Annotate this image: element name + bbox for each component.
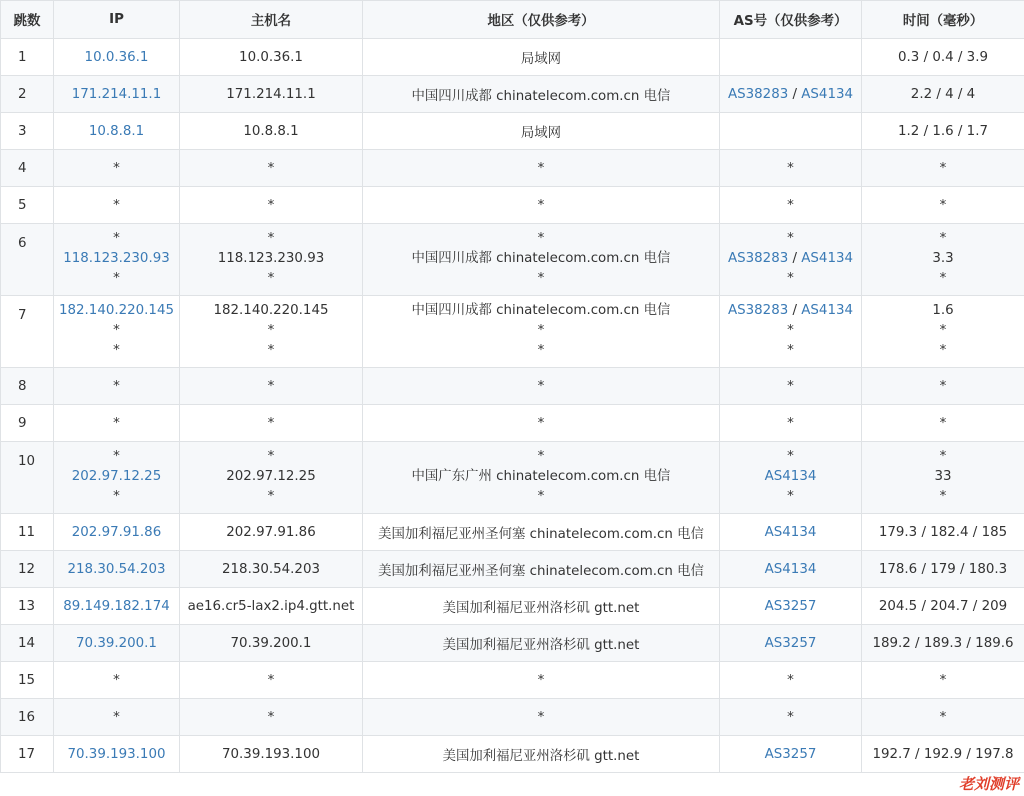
watermark-text bbox=[876, 770, 1022, 794]
as-cell bbox=[720, 625, 862, 662]
ip-value[interactable]: 118.123.230.93 bbox=[63, 251, 170, 266]
time-value: 1.6 bbox=[932, 303, 954, 318]
as-link[interactable]: AS3257 bbox=[764, 746, 817, 762]
region-cell bbox=[363, 405, 720, 442]
region-cell bbox=[363, 442, 720, 514]
as-cell bbox=[720, 442, 862, 514]
region-value: 中国广东广州 chinatelecom.com.cn 电信 bbox=[411, 469, 671, 484]
as-line: * bbox=[787, 489, 794, 504]
as-line: * bbox=[787, 231, 794, 246]
table-row bbox=[1, 736, 1024, 773]
header-row bbox=[1, 1, 1024, 39]
as-link[interactable]: AS4134 bbox=[801, 251, 854, 266]
as-line bbox=[722, 301, 859, 321]
time-value: 192.7 / 192.9 / 197.8 bbox=[872, 746, 1014, 762]
region-value: * bbox=[537, 449, 545, 464]
region-cell bbox=[363, 662, 720, 699]
table-row bbox=[1, 625, 1024, 662]
hop-cell: 8 bbox=[1, 368, 54, 405]
as-line: * bbox=[787, 323, 794, 338]
hostname-cell bbox=[180, 224, 363, 296]
hostname-value: * bbox=[267, 271, 275, 286]
time-cell bbox=[862, 296, 1024, 368]
ip-value[interactable]: 70.39.193.100 bbox=[67, 746, 166, 762]
hop-cell: 9 bbox=[1, 405, 54, 442]
time-cell bbox=[862, 405, 1024, 442]
time-cell bbox=[862, 588, 1024, 625]
hostname-cell bbox=[180, 625, 363, 662]
region-cell bbox=[363, 588, 720, 625]
region-cell bbox=[363, 736, 720, 773]
region-value: * bbox=[537, 672, 545, 688]
as-cell bbox=[720, 368, 862, 405]
time-value: 179.3 / 182.4 / 185 bbox=[878, 524, 1008, 540]
header-hostname: 主机名 bbox=[180, 1, 363, 39]
hostname-cell bbox=[180, 39, 363, 76]
time-value: 189.2 / 189.3 / 189.6 bbox=[872, 635, 1014, 651]
hostname-cell bbox=[180, 588, 363, 625]
hostname-cell bbox=[180, 442, 363, 514]
as-line bbox=[722, 747, 859, 762]
as-line: * bbox=[787, 197, 794, 213]
table-header bbox=[1, 1, 1024, 39]
time-value: * bbox=[939, 197, 947, 213]
hostname-cell bbox=[180, 662, 363, 699]
table-row bbox=[1, 405, 1024, 442]
ip-value: * bbox=[113, 672, 120, 688]
time-value: 0.3 / 0.4 / 3.9 bbox=[898, 49, 988, 65]
region-cell bbox=[363, 150, 720, 187]
time-cell bbox=[862, 76, 1024, 113]
time-cell bbox=[862, 662, 1024, 699]
as-cell bbox=[720, 224, 862, 296]
region-value: 局域网 bbox=[520, 51, 562, 67]
hop-cell: 16 bbox=[1, 699, 54, 736]
ip-cell bbox=[54, 113, 180, 150]
ip-cell bbox=[54, 442, 180, 514]
hostname-value: * bbox=[267, 160, 275, 176]
table-row bbox=[1, 368, 1024, 405]
region-value: * bbox=[537, 197, 545, 213]
hostname-value: * bbox=[267, 378, 275, 394]
as-link[interactable]: AS3257 bbox=[764, 635, 817, 651]
time-cell bbox=[862, 551, 1024, 588]
hostname-cell bbox=[180, 514, 363, 551]
header-ip: IP bbox=[54, 1, 180, 39]
as-line: * bbox=[787, 709, 794, 725]
ip-cell bbox=[54, 368, 180, 405]
as-cell bbox=[720, 296, 862, 368]
hostname-cell bbox=[180, 551, 363, 588]
ip-cell bbox=[54, 625, 180, 662]
ip-value[interactable]: 182.140.220.145 bbox=[58, 303, 174, 318]
hop-cell: 2 bbox=[1, 76, 54, 113]
ip-value[interactable]: 202.97.91.86 bbox=[71, 524, 162, 540]
as-line bbox=[722, 636, 859, 651]
hostname-value: 171.214.11.1 bbox=[226, 86, 316, 102]
time-value: * bbox=[939, 449, 947, 464]
time-cell bbox=[862, 113, 1024, 150]
hop-cell: 13 bbox=[1, 588, 54, 625]
as-cell bbox=[720, 150, 862, 187]
region-value: 美国加利福尼亚州圣何塞 chinatelecom.com.cn 电信 bbox=[378, 563, 704, 579]
as-cell bbox=[720, 187, 862, 224]
as-line: * bbox=[787, 271, 794, 286]
time-value: * bbox=[939, 672, 947, 688]
hostname-value: * bbox=[267, 323, 275, 338]
ip-cell bbox=[54, 551, 180, 588]
hostname-value: 10.0.36.1 bbox=[239, 49, 303, 65]
as-line bbox=[722, 562, 859, 577]
as-line: * bbox=[787, 343, 794, 358]
as-link[interactable]: AS4134 bbox=[764, 524, 817, 540]
hop-cell: 6 bbox=[1, 224, 54, 296]
time-value: * bbox=[939, 415, 947, 431]
as-cell bbox=[720, 699, 862, 736]
ip-value[interactable]: 10.0.36.1 bbox=[84, 49, 149, 65]
as-link[interactable]: AS38283 bbox=[727, 251, 789, 266]
ip-value: * bbox=[113, 709, 120, 725]
time-cell bbox=[862, 736, 1024, 773]
time-value: 2.2 / 4 / 4 bbox=[910, 86, 976, 102]
table-row bbox=[1, 662, 1024, 699]
as-link[interactable]: AS3257 bbox=[764, 598, 817, 614]
hop-cell: 7 bbox=[1, 296, 54, 368]
as-line bbox=[722, 525, 859, 540]
hostname-value: 182.140.220.145 bbox=[213, 303, 329, 318]
hostname-value: * bbox=[267, 415, 275, 431]
ip-value[interactable]: 10.8.8.1 bbox=[88, 123, 145, 139]
as-cell bbox=[720, 588, 862, 625]
hostname-value: 118.123.230.93 bbox=[217, 251, 325, 266]
region-value: 中国四川成都 chinatelecom.com.cn 电信 bbox=[411, 88, 671, 104]
table-body bbox=[1, 39, 1024, 773]
watermark-logo bbox=[876, 770, 1022, 794]
hop-cell: 11 bbox=[1, 514, 54, 551]
table-row bbox=[1, 76, 1024, 113]
as-separator: / bbox=[788, 251, 802, 266]
table-row bbox=[1, 150, 1024, 187]
as-line bbox=[722, 124, 859, 139]
table-row bbox=[1, 224, 1024, 296]
region-value: * bbox=[537, 343, 545, 358]
table-row bbox=[1, 699, 1024, 736]
ip-cell bbox=[54, 39, 180, 76]
ip-cell bbox=[54, 76, 180, 113]
as-line bbox=[722, 249, 859, 269]
region-value: 美国加利福尼亚州洛杉矶 gtt.net bbox=[442, 600, 640, 616]
ip-value[interactable]: 202.97.12.25 bbox=[71, 469, 162, 484]
region-cell bbox=[363, 76, 720, 113]
ip-value: * bbox=[113, 343, 120, 358]
hop-cell: 15 bbox=[1, 662, 54, 699]
hostname-cell bbox=[180, 187, 363, 224]
time-value: * bbox=[939, 709, 947, 725]
region-cell bbox=[363, 551, 720, 588]
ip-value[interactable]: 89.149.182.174 bbox=[63, 598, 170, 614]
ip-cell bbox=[54, 224, 180, 296]
as-line: * bbox=[787, 415, 794, 431]
ip-value[interactable]: 171.214.11.1 bbox=[71, 86, 162, 102]
table-row bbox=[1, 514, 1024, 551]
hostname-value: 70.39.200.1 bbox=[230, 635, 312, 651]
region-cell bbox=[363, 187, 720, 224]
region-cell bbox=[363, 625, 720, 662]
time-cell bbox=[862, 442, 1024, 514]
as-cell bbox=[720, 662, 862, 699]
as-link[interactable]: AS4134 bbox=[801, 86, 854, 102]
hop-cell: 3 bbox=[1, 113, 54, 150]
region-value: 中国四川成都 chinatelecom.com.cn 电信 bbox=[411, 251, 671, 266]
time-cell bbox=[862, 514, 1024, 551]
time-value: 3.3 bbox=[932, 251, 954, 266]
as-separator: / bbox=[788, 86, 802, 102]
time-value: * bbox=[939, 323, 947, 338]
table-row bbox=[1, 113, 1024, 150]
hostname-cell bbox=[180, 405, 363, 442]
time-value: * bbox=[939, 160, 947, 176]
hop-cell: 14 bbox=[1, 625, 54, 662]
as-line bbox=[722, 87, 859, 102]
hostname-value: * bbox=[267, 709, 275, 725]
ip-value[interactable]: 218.30.54.203 bbox=[67, 561, 166, 577]
ip-value[interactable]: 70.39.200.1 bbox=[76, 635, 157, 651]
hop-cell: 17 bbox=[1, 736, 54, 773]
as-cell bbox=[720, 39, 862, 76]
as-line bbox=[722, 467, 859, 487]
time-cell bbox=[862, 39, 1024, 76]
ip-value: * bbox=[113, 231, 120, 246]
ip-value: * bbox=[113, 489, 120, 504]
ip-value: * bbox=[113, 449, 120, 464]
time-value: * bbox=[939, 231, 947, 246]
as-line: * bbox=[787, 378, 794, 394]
as-link[interactable]: AS38283 bbox=[727, 86, 789, 102]
ip-value: * bbox=[113, 197, 120, 213]
as-cell bbox=[720, 514, 862, 551]
hop-cell: 4 bbox=[1, 150, 54, 187]
hostname-value: * bbox=[267, 343, 275, 358]
as-link[interactable]: AS4134 bbox=[764, 469, 817, 484]
region-cell bbox=[363, 224, 720, 296]
as-cell bbox=[720, 551, 862, 588]
hostname-cell bbox=[180, 699, 363, 736]
ip-cell bbox=[54, 296, 180, 368]
ip-cell bbox=[54, 736, 180, 773]
time-value: * bbox=[939, 271, 947, 286]
region-value: * bbox=[537, 378, 545, 394]
as-cell bbox=[720, 405, 862, 442]
region-value: * bbox=[537, 709, 545, 725]
hop-cell: 12 bbox=[1, 551, 54, 588]
as-line: * bbox=[787, 160, 794, 176]
hostname-cell bbox=[180, 736, 363, 773]
hostname-value: * bbox=[267, 197, 275, 213]
ip-cell bbox=[54, 514, 180, 551]
watermark-label: 老刘测评 bbox=[958, 775, 1019, 793]
hostname-value: * bbox=[267, 489, 275, 504]
time-cell bbox=[862, 625, 1024, 662]
table-row bbox=[1, 296, 1024, 368]
time-value: * bbox=[939, 343, 947, 358]
hostname-value: * bbox=[267, 672, 275, 688]
hostname-value: 202.97.91.86 bbox=[226, 524, 316, 540]
region-value: * bbox=[537, 160, 545, 176]
hostname-value: 202.97.12.25 bbox=[226, 469, 316, 484]
region-value: 美国加利福尼亚州洛杉矶 gtt.net bbox=[442, 748, 640, 764]
region-cell bbox=[363, 514, 720, 551]
time-cell bbox=[862, 150, 1024, 187]
as-cell bbox=[720, 76, 862, 113]
as-cell bbox=[720, 113, 862, 150]
region-value: 美国加利福尼亚州洛杉矶 gtt.net bbox=[442, 637, 640, 653]
hostname-cell bbox=[180, 76, 363, 113]
ip-value: * bbox=[113, 378, 120, 394]
hop-cell: 1 bbox=[1, 39, 54, 76]
as-link[interactable]: AS4134 bbox=[764, 561, 817, 577]
as-cell bbox=[720, 736, 862, 773]
region-value: * bbox=[537, 489, 545, 504]
table-row bbox=[1, 39, 1024, 76]
header-as: AS号（仅供参考） bbox=[720, 1, 862, 39]
as-line bbox=[722, 599, 859, 614]
time-value: * bbox=[939, 378, 947, 394]
region-cell bbox=[363, 296, 720, 368]
ip-value: * bbox=[113, 323, 120, 338]
ip-cell bbox=[54, 187, 180, 224]
as-line: * bbox=[787, 449, 794, 464]
region-cell bbox=[363, 699, 720, 736]
header-time: 时间（毫秒） bbox=[862, 1, 1024, 39]
time-value: 178.6 / 179 / 180.3 bbox=[878, 561, 1008, 577]
ip-cell bbox=[54, 405, 180, 442]
region-value: * bbox=[537, 323, 545, 338]
time-value: 204.5 / 204.7 / 209 bbox=[878, 598, 1008, 614]
hostname-value: * bbox=[267, 231, 275, 246]
table-row bbox=[1, 588, 1024, 625]
region-value: 美国加利福尼亚州圣何塞 chinatelecom.com.cn 电信 bbox=[378, 526, 704, 542]
hostname-value: 70.39.193.100 bbox=[222, 746, 320, 762]
hostname-cell bbox=[180, 150, 363, 187]
region-cell bbox=[363, 113, 720, 150]
hostname-value: * bbox=[267, 449, 275, 464]
region-cell bbox=[363, 39, 720, 76]
region-value: 局域网 bbox=[520, 125, 562, 141]
as-line: * bbox=[787, 672, 794, 688]
table-row bbox=[1, 551, 1024, 588]
time-cell bbox=[862, 368, 1024, 405]
time-cell bbox=[862, 187, 1024, 224]
table-row bbox=[1, 442, 1024, 514]
time-cell bbox=[862, 699, 1024, 736]
hop-cell: 5 bbox=[1, 187, 54, 224]
as-separator: / bbox=[788, 303, 802, 318]
hostname-value: ae16.cr5-lax2.ip4.gtt.net bbox=[187, 598, 355, 614]
as-link[interactable]: AS4134 bbox=[801, 303, 854, 318]
table-row bbox=[1, 187, 1024, 224]
region-cell bbox=[363, 368, 720, 405]
hostname-value: 218.30.54.203 bbox=[222, 561, 320, 577]
time-value: * bbox=[939, 489, 947, 504]
region-value: * bbox=[537, 231, 545, 246]
as-line bbox=[722, 50, 859, 65]
ip-value: * bbox=[113, 160, 120, 176]
hostname-cell bbox=[180, 296, 363, 368]
hostname-value: 10.8.8.1 bbox=[243, 123, 299, 139]
time-value: 33 bbox=[934, 469, 952, 484]
as-link[interactable]: AS38283 bbox=[727, 303, 789, 318]
ip-value: * bbox=[113, 415, 120, 431]
region-value: * bbox=[537, 415, 545, 431]
header-hop: 跳数 bbox=[1, 1, 54, 39]
region-value: * bbox=[537, 271, 545, 286]
ip-cell bbox=[54, 662, 180, 699]
header-region: 地区（仅供参考） bbox=[363, 1, 720, 39]
ip-cell bbox=[54, 699, 180, 736]
hostname-cell bbox=[180, 368, 363, 405]
ip-cell bbox=[54, 150, 180, 187]
hostname-cell bbox=[180, 113, 363, 150]
hop-cell: 10 bbox=[1, 442, 54, 514]
region-value: 中国四川成都 chinatelecom.com.cn 电信 bbox=[411, 303, 671, 318]
ip-value: * bbox=[113, 271, 120, 286]
time-cell bbox=[862, 224, 1024, 296]
time-value: 1.2 / 1.6 / 1.7 bbox=[898, 123, 988, 139]
ip-cell bbox=[54, 588, 180, 625]
